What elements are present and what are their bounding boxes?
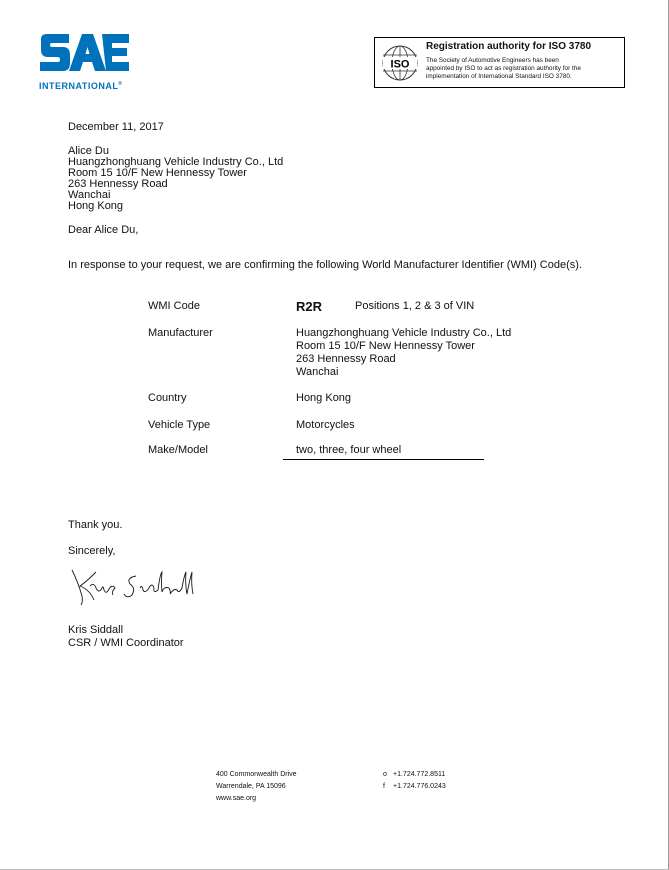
handwritten-signature [66, 568, 201, 606]
phone-prefix: o [383, 771, 387, 778]
registration-title: Registration authority for ISO 3780 [426, 41, 592, 52]
wmi-code-label: WMI Code [148, 300, 200, 312]
sae-logo [39, 33, 139, 95]
manufacturer-value: Huangzhonghuang Vehicle Industry Co., Ltd Room 15 10/F New Hennessy Tower 263 Hennessy Road Wanchai [296, 327, 512, 378]
registration-text: The Society of Automotive Engineers has been appointed by ISO to act as registration authority for the implementation of International Standard ISO 3780. [426, 57, 581, 80]
footer-contact [383, 769, 446, 793]
iso-registration-box [374, 37, 625, 88]
footer-fax: f +1.724.776.0243 [383, 781, 446, 793]
wmi-code-note: Positions 1, 2 & 3 of VIN [355, 300, 475, 312]
fax-prefix: f [383, 783, 385, 790]
footer-city: Warrendale, PA 15096 [216, 783, 286, 790]
country-label: Country [148, 392, 187, 404]
footer-address [216, 769, 297, 805]
footer-street: 400 Commonwealth Drive [216, 771, 297, 778]
make-model-label: Make/Model [148, 444, 208, 456]
thank-you: Thank you. [68, 519, 123, 531]
recipient-city: Hong Kong [68, 200, 124, 212]
vehicle-type-value: Motorcycles [296, 419, 355, 431]
sae-international-text: INTERNATIONAL® [39, 81, 123, 91]
vehicle-type-label: Vehicle Type [148, 419, 211, 431]
recipient-address [68, 146, 283, 212]
country-value: Hong Kong [296, 392, 352, 404]
recipient-company: Huangzhonghuang Vehicle Industry Co., Ltd [68, 156, 284, 168]
make-model-value: two, three, four wheel [296, 444, 402, 456]
closing: Sincerely, [68, 545, 116, 557]
intro-paragraph: In response to your request, we are confirming the following World Manufacturer Identifier (WMI) Code(s). [68, 259, 582, 271]
salutation: Dear Alice Du, [68, 224, 139, 236]
footer-website: www.sae.org [216, 795, 257, 802]
recipient-name: Alice Du [68, 145, 109, 157]
manufacturer-label: Manufacturer [148, 327, 213, 339]
iso-globe-icon [382, 45, 418, 81]
signer-name: Kris Siddall [68, 624, 124, 636]
wmi-code-value: R2R [296, 299, 323, 314]
make-model-underline [283, 459, 484, 460]
letter-date: December 11, 2017 [68, 121, 164, 133]
iso-mark-text: ISO [390, 58, 410, 71]
signer-title: CSR / WMI Coordinator [68, 637, 184, 649]
recipient-road: 263 Hennessy Road [68, 178, 168, 190]
recipient-district: Wanchai [68, 189, 111, 201]
signature-text: Kris Siddall [66, 568, 72, 569]
footer-phone: o +1.724.772.8511 [383, 769, 446, 781]
sae-logo-mark [39, 33, 135, 79]
recipient-street: Room 15 10/F New Hennessy Tower [68, 167, 247, 179]
